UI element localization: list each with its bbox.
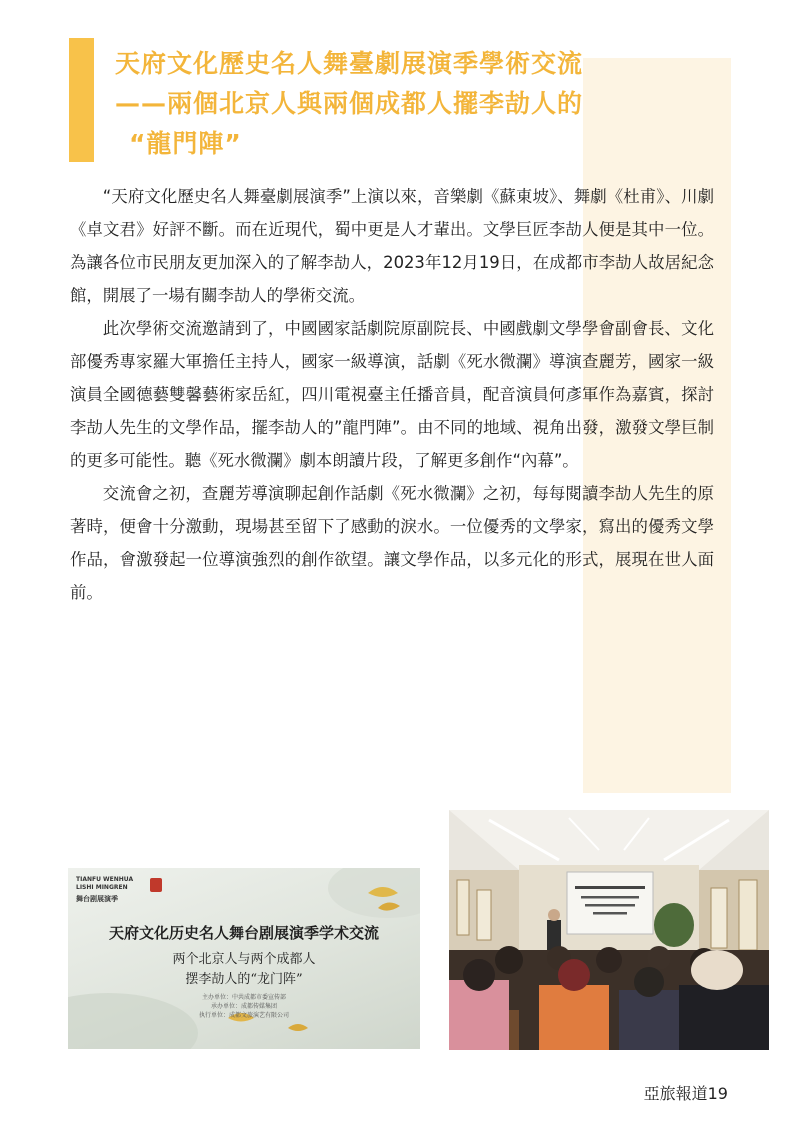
- poster-logo: [76, 876, 146, 903]
- poster-seal-icon: [150, 878, 162, 892]
- event-poster-photo: [68, 868, 420, 1049]
- poster-subtitle-2: 摆李劼人的“龙门阵”: [185, 972, 303, 987]
- paragraph-1: “天府文化歷史名人舞臺劇展演季”上演以來，音樂劇《蘇東坡》、舞劇《杜甫》、川劇《卓文君》好評不斷。而在近現代，蜀中更是人才輩出。文學巨匠李劼人便是其中一位。為讓各位市民朋友更加深入的了解李劼人，2023年12月19日，在成都市李劼人故居紀念館，開展了一場有關李劼人的學術交流。: [70, 187, 714, 305]
- paragraph-2: 此次學術交流邀請到了，中國國家話劇院原副院長、中國戲劇文學學會副會長、文化部優秀專家羅大軍擔任主持人，國家一級導演，話劇《死水微瀾》導演查麗芳，國家一級演員全國德藝雙馨藝術家岳紅，四川電視臺主任播音員，配音演員何彥軍作為嘉賓，探討李劼人先生的文學作品，擺李劼人的”龍門陣”。由不同的地域、視角出發，激發文學巨制的更多可能性。聽《死水微瀾》劇本朗讀片段，了解更多創作“內幕”。: [70, 319, 714, 470]
- title-accent-bar: [69, 38, 94, 162]
- title-line-2: ——兩個北京人與兩個成都人擺李劼人的: [115, 89, 584, 118]
- poster-credit-2: 承办单位：成都传媒集团: [210, 1003, 277, 1010]
- article-title: [115, 44, 675, 164]
- poster-credit-3: 执行单位：成都文旅演艺有限公司: [198, 1012, 289, 1019]
- event-hall-photo: [449, 810, 769, 1050]
- event-hall-illustration: [449, 810, 769, 1050]
- page-number: 亞旅報道19: [643, 1084, 728, 1103]
- title-line-3: “龍門陣”: [129, 129, 242, 158]
- poster-title: 天府文化历史名人舞台剧展演季学术交流: [108, 924, 379, 942]
- article-body: [70, 180, 714, 609]
- poster-subtitle-1: 两个北京人与两个成都人: [172, 952, 316, 967]
- poster-credit-1: 主办单位：中共成都市委宣传部: [201, 994, 286, 1001]
- title-line-1: 天府文化歷史名人舞臺劇展演季學術交流: [115, 49, 584, 78]
- poster-logo-en: TIANFU WENHUA LISHI MINGREN: [76, 876, 134, 891]
- poster-logo-cn: 舞台剧展演季: [76, 895, 118, 903]
- paragraph-3: 交流會之初，查麗芳導演聊起創作話劇《死水微瀾》之初，每每閱讀李劼人先生的原著時，便會十分激動，現場甚至留下了感動的淚水。一位優秀的文學家，寫出的優秀文學作品，會激發起一位導演強烈的創作欲望。讓文學作品，以多元化的形式，展現在世人面前。: [70, 484, 714, 602]
